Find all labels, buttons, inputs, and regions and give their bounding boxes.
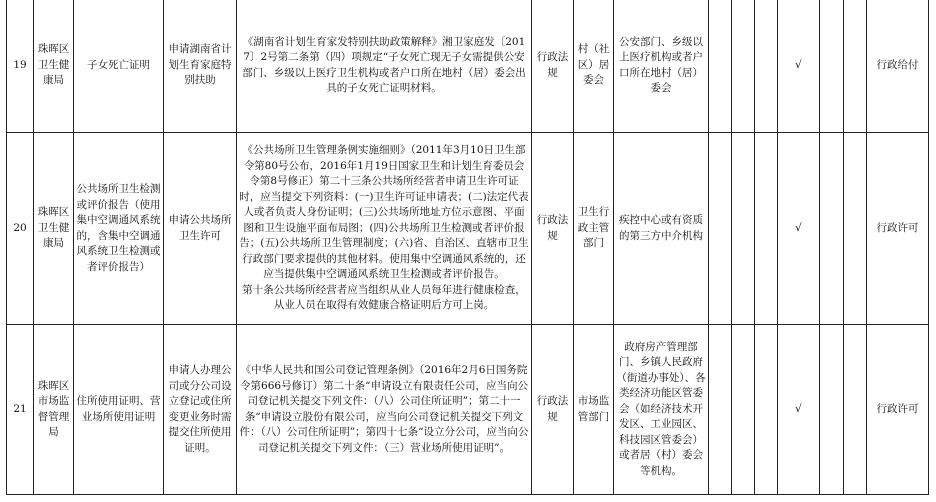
row-number: 21 bbox=[7, 325, 34, 495]
table-row bbox=[7, 133, 929, 325]
verifier-cell: 政府房产管理部门、乡镇人民政府（街道办事处）、各类经济功能区管委会（如经济技术开发区、工业园区、科技园区管委会）或者居（村）委会等机构。 bbox=[614, 325, 709, 495]
empty-cell bbox=[709, 0, 732, 133]
row-number: 19 bbox=[7, 0, 34, 133]
legal-basis-text: 《中华人民共和国公司登记管理条例》（2016年2月6日国务院令第666号修订）第二十条“申请设立有限责任公司，应当向公司登记机关提交下列文件：（八）公司住所证明”；第二十一条“申请设立股份有限公司，应当向公司登记机关提交下列文件：（八）公司住所证明”；第四十七条“设立分公司，应当向公司登记机关提交下列文件：（三）营业场所使用证明”。 bbox=[239, 364, 529, 454]
legal-basis-cell bbox=[237, 325, 532, 495]
legal-basis-text: 第十条公共场所经营者应当组织从业人员每年进行健康检查，从业人员在取得有效健康合格证明后方可上岗。 bbox=[242, 283, 526, 312]
empty-cell bbox=[709, 325, 732, 495]
empty-cell bbox=[755, 0, 778, 133]
category-cell: 行政许可 bbox=[867, 133, 929, 325]
empty-cell bbox=[755, 325, 778, 495]
empty-cell bbox=[732, 133, 755, 325]
legal-basis-cell bbox=[237, 133, 532, 325]
empty-cell bbox=[732, 325, 755, 495]
issuer-cell: 村（社区）居委会 bbox=[574, 0, 614, 133]
category-cell: 行政许可 bbox=[867, 325, 929, 495]
category-cell: 行政给付 bbox=[867, 0, 929, 133]
department-cell: 珠晖区市场监督管理局 bbox=[34, 325, 74, 495]
check-mark: √ bbox=[778, 133, 820, 325]
legal-basis-text: 《湖南省计划生育家发特别扶助政策解释》湘卫家庭发〔2017〕2号第二条第（四）项规定“子女死亡现无子女需提供公安部门、乡级以上医疗卫生机构或者户口所在地村（居）委会出具的子女死亡证明材料。 bbox=[242, 35, 526, 94]
material-cell: 住所使用证明、营业场所使用证明 bbox=[74, 325, 164, 495]
table-row bbox=[7, 0, 929, 133]
issuer-cell: 卫生行政主管部门 bbox=[574, 133, 614, 325]
department-cell: 珠晖区卫生健康局 bbox=[34, 133, 74, 325]
verifier-cell: 公安部门、乡级以上医疗机构或者户口所在地村（居）委会 bbox=[614, 0, 709, 133]
check-mark: √ bbox=[778, 0, 820, 133]
service-cell: 申请人办理公司或分公司设立登记或住所变更业务时需提交住所使用证明。 bbox=[164, 325, 237, 495]
empty-cell bbox=[820, 325, 844, 495]
empty-cell bbox=[732, 0, 755, 133]
row-number: 20 bbox=[7, 133, 34, 325]
empty-cell bbox=[820, 0, 844, 133]
material-cell: 子女死亡证明 bbox=[74, 0, 164, 133]
service-cell: 申请公共场所卫生许可 bbox=[164, 133, 237, 325]
basis-type-cell: 行政法规 bbox=[532, 0, 574, 133]
table-row bbox=[7, 325, 929, 495]
empty-cell bbox=[755, 133, 778, 325]
issuer-cell: 市场监管部门 bbox=[574, 325, 614, 495]
empty-cell bbox=[820, 133, 844, 325]
legal-basis-cell bbox=[237, 0, 532, 133]
empty-cell bbox=[844, 325, 867, 495]
department-cell: 珠晖区卫生健康局 bbox=[34, 0, 74, 133]
legal-basis-text: 《公共场所卫生管理条例实施细则》（2011年3月10日卫生部令第80号公布，2016年1月19日国家卫生和计划生育委员会令第8号修正）第二十三条公共场所经营者申请卫生许可证时，应当提交下列资料：(一)卫生许可证申请表；(二)法定代表人或者负责人身份证明；(三)公共场所地址方位示意图、平面图和卫生设施平面布局图；(四)公共场所卫生检测或者评价报告；(五)公共场所卫生管理制度；(六)省、自治区、直辖市卫生行政部门要求提供的其他材料。使用集中空调通风系统的，还应当提供集中空调通风系统卫生检测或者评价报告。 bbox=[239, 144, 529, 281]
basis-type-cell: 行政法规 bbox=[532, 133, 574, 325]
verifier-cell: 疾控中心或有资质的第三方中介机构 bbox=[614, 133, 709, 325]
empty-cell bbox=[844, 133, 867, 325]
certification-table bbox=[6, 0, 929, 495]
service-cell: 申请湖南省计划生育家庭特别扶助 bbox=[164, 0, 237, 133]
material-cell: 公共场所卫生检测或评价报告（使用集中空调通风系统的，含集中空调通风系统卫生检测或者评价报告） bbox=[74, 133, 164, 325]
basis-type-cell: 行政法规 bbox=[532, 325, 574, 495]
empty-cell bbox=[709, 133, 732, 325]
empty-cell bbox=[844, 0, 867, 133]
check-mark: √ bbox=[778, 325, 820, 495]
